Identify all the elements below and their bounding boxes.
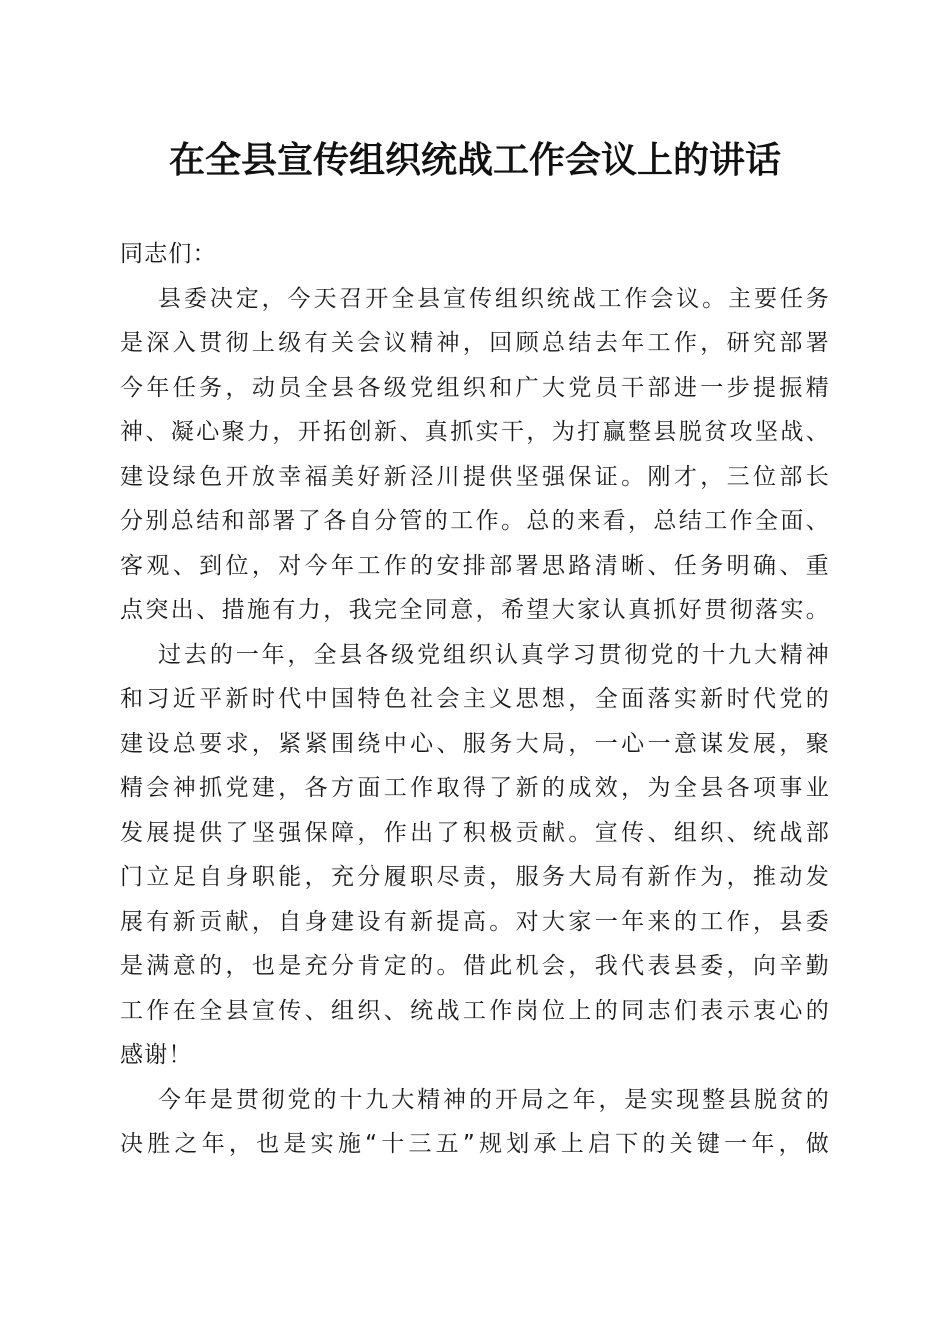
paragraph-1-line-1: 县委决定，今天召开全县宣传组织统战工作会议。主要任务 — [158, 285, 830, 312]
paragraph-2-line-9: 工作在全县宣传、组织、统战工作岗位上的同志们表示衷心的 — [120, 997, 830, 1024]
paragraph-1-line-6: 分别总结和部署了各自分管的工作。总的来看，总结工作全面、 — [120, 508, 830, 534]
paragraph-2-line-5: 发展提供了坚强保障，作出了积极贡献。宣传、组织、统战部 — [120, 819, 830, 846]
paragraph-2-line-1: 过去的一年，全县各级党组织认真学习贯彻党的十九大精神 — [158, 641, 830, 668]
paragraph-2-line-3: 建设总要求，紧紧围绕中心、服务大局，一心一意谋发展，聚 — [120, 730, 830, 757]
paragraph-2-line-10: 感谢！ — [120, 1042, 193, 1068]
paragraph-1-line-5: 建设绿色开放幸福美好新泾川提供坚强保证。刚才，三位部长 — [120, 463, 830, 490]
salutation: 同志们： — [120, 241, 217, 267]
paragraph-3-line-1: 今年是贯彻党的十九大精神的开局之年，是实现整县脱贫的 — [158, 1086, 830, 1113]
paragraph-2-line-2: 和习近平新时代中国特色社会主义思想，全面落实新时代党的 — [120, 686, 830, 712]
paragraph-1-line-4: 神、凝心聚力，开拓创新、真抓实干，为打赢整县脱贫攻坚战、 — [120, 419, 830, 445]
paragraph-1-line-8: 点突出、措施有力，我完全同意，希望大家认真抓好贯彻落实。 — [120, 597, 830, 623]
paragraph-2-line-8: 是满意的，也是充分肯定的。借此机会，我代表县委，向辛勤 — [120, 953, 830, 979]
paragraph-2-line-4: 精会神抓党建，各方面工作取得了新的成效，为全县各项事业 — [120, 775, 830, 801]
document-title: 在全县宣传组织统战工作会议上的讲话 — [168, 139, 781, 181]
paragraph-1-line-7: 客观、到位，对今年工作的安排部署思路清晰、任务明确、重 — [120, 552, 830, 579]
paragraph-1-line-2: 是深入贯彻上级有关会议精神，回顾总结去年工作，研究部署 — [120, 330, 830, 356]
paragraph-3-line-2: 决胜之年，也是实施“十三五”规划承上启下的关键一年，做 — [120, 1131, 830, 1157]
document-body — [120, 232, 830, 1167]
paragraph-2-line-6: 门立足自身职能，充分履职尽责，服务大局有新作为，推动发 — [120, 864, 830, 890]
paragraph-1-line-3: 今年任务，动员全县各级党组织和广大党员干部进一步提振精 — [120, 374, 830, 401]
paragraph-2-line-7: 展有新贡献，自身建设有新提高。对大家一年来的工作，县委 — [120, 908, 830, 935]
